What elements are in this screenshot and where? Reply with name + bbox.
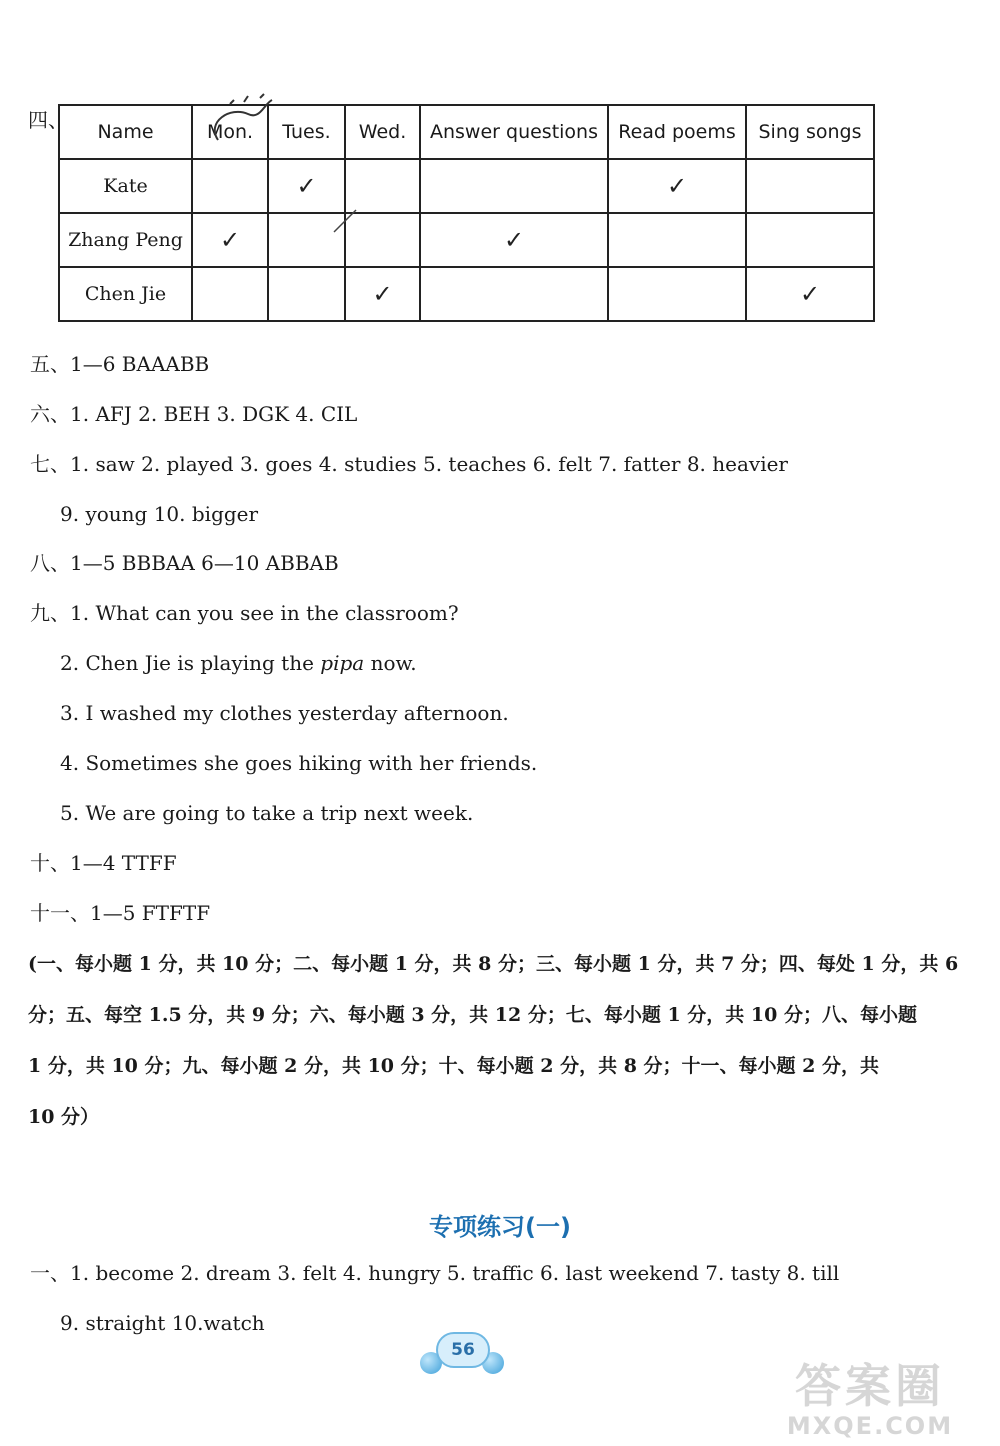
- row-name: Zhang Peng: [59, 213, 192, 267]
- table-cell: [345, 159, 420, 213]
- check-mark-icon: ✓: [219, 226, 241, 254]
- answer-11: 十一、1—5 FTFTF: [30, 901, 211, 925]
- answer-9-2-end: now.: [364, 651, 417, 675]
- page-number-badge: [420, 1330, 504, 1374]
- answer-9-4: 4. Sometimes she goes hiking with her friends.: [60, 751, 538, 775]
- table-cell: [268, 213, 345, 267]
- check-mark-icon: ✓: [503, 226, 525, 254]
- header-wed: Wed.: [345, 105, 420, 159]
- schedule-table: [58, 104, 875, 322]
- answer-9-2-italic: pipa: [320, 651, 365, 675]
- table-cell: [746, 159, 874, 213]
- table-cell: [608, 159, 746, 213]
- section-q1-line2: 9. straight 10.watch: [60, 1311, 265, 1335]
- table-header-row: [59, 105, 874, 159]
- section-title: 专项练习(一): [429, 1213, 571, 1241]
- answer-9-1: 九、1. What can you see in the classroom?: [30, 601, 459, 625]
- table-cell: [746, 213, 874, 267]
- scoring-line-4: 10 分）: [28, 1106, 100, 1128]
- table-row: [59, 267, 874, 321]
- watermark-small: MXQE.COM: [786, 1412, 954, 1440]
- watermark-big: 答案圈: [795, 1359, 945, 1413]
- answer-8: 八、1—5 BBBAA 6—10 ABBAB: [30, 551, 339, 575]
- header-sing-songs: Sing songs: [746, 105, 874, 159]
- table-cell: [746, 267, 874, 321]
- table-cell: [192, 159, 268, 213]
- scoring-line-3: 1 分，共 10 分；九、每小题 2 分，共 10 分；十、每小题 2 分，共 8 分；十一、每小题 2 分，共: [28, 1055, 879, 1077]
- table-row: [59, 159, 874, 213]
- header-read-poems: Read poems: [608, 105, 746, 159]
- scoring-line-1: (一、每小题 1 分，共 10 分；二、每小题 1 分，共 8 分；三、每小题 1 分，共 7 分；四、每处 1 分，共 6: [28, 953, 959, 975]
- table-cell: [420, 159, 608, 213]
- header-name: Name: [59, 105, 192, 159]
- check-mark-icon: ✓: [666, 172, 688, 200]
- table-cell: [345, 213, 420, 267]
- header-tues: Tues.: [268, 105, 345, 159]
- answer-9-5: 5. We are going to take a trip next week.: [60, 801, 474, 825]
- table-cell: [268, 159, 345, 213]
- check-mark-icon: ✓: [799, 280, 821, 308]
- answer-9-2: [60, 651, 417, 675]
- table-cell: [608, 267, 746, 321]
- section-4-label: 四、: [28, 108, 68, 132]
- section-q1-line1: 一、1. become 2. dream 3. felt 4. hungry 5. traffic 6. last weekend 7. tasty 8. till: [30, 1261, 840, 1285]
- answer-9-3: 3. I washed my clothes yesterday afternoon.: [60, 701, 509, 725]
- row-name: Kate: [59, 159, 192, 213]
- table-cell: [192, 267, 268, 321]
- watermark-logo: [750, 1360, 990, 1440]
- table-cell: [345, 267, 420, 321]
- check-mark-icon: ✓: [296, 172, 317, 200]
- answer-10: 十、1—4 TTFF: [30, 851, 177, 875]
- answer-7-line1: 七、1. saw 2. played 3. goes 4. studies 5. teaches 6. felt 7. fatter 8. heavier: [30, 452, 788, 476]
- table-cell: [608, 213, 746, 267]
- row-name: Chen Jie: [59, 267, 192, 321]
- header-answer-questions: Answer questions: [420, 105, 608, 159]
- header-mon: Mon.: [192, 105, 268, 159]
- table-row: [59, 213, 874, 267]
- answer-6: 六、1. AFJ 2. BEH 3. DGK 4. CIL: [30, 402, 358, 426]
- check-mark-icon: ✓: [372, 280, 393, 308]
- answer-7-line2: 9. young 10. bigger: [60, 502, 259, 526]
- table-cell: [420, 213, 608, 267]
- answer-5: 五、1—6 BAAABB: [30, 352, 210, 376]
- table-cell: [192, 213, 268, 267]
- answer-9-2-text: 2. Chen Jie is playing the: [60, 651, 321, 675]
- scoring-line-2: 分；五、每空 1.5 分，共 9 分；六、每小题 3 分，共 12 分；七、每小题 1 分，共 10 分；八、每小题: [28, 1004, 917, 1026]
- table-cell: [268, 267, 345, 321]
- table-cell: [420, 267, 608, 321]
- page-number: 56: [436, 1332, 490, 1368]
